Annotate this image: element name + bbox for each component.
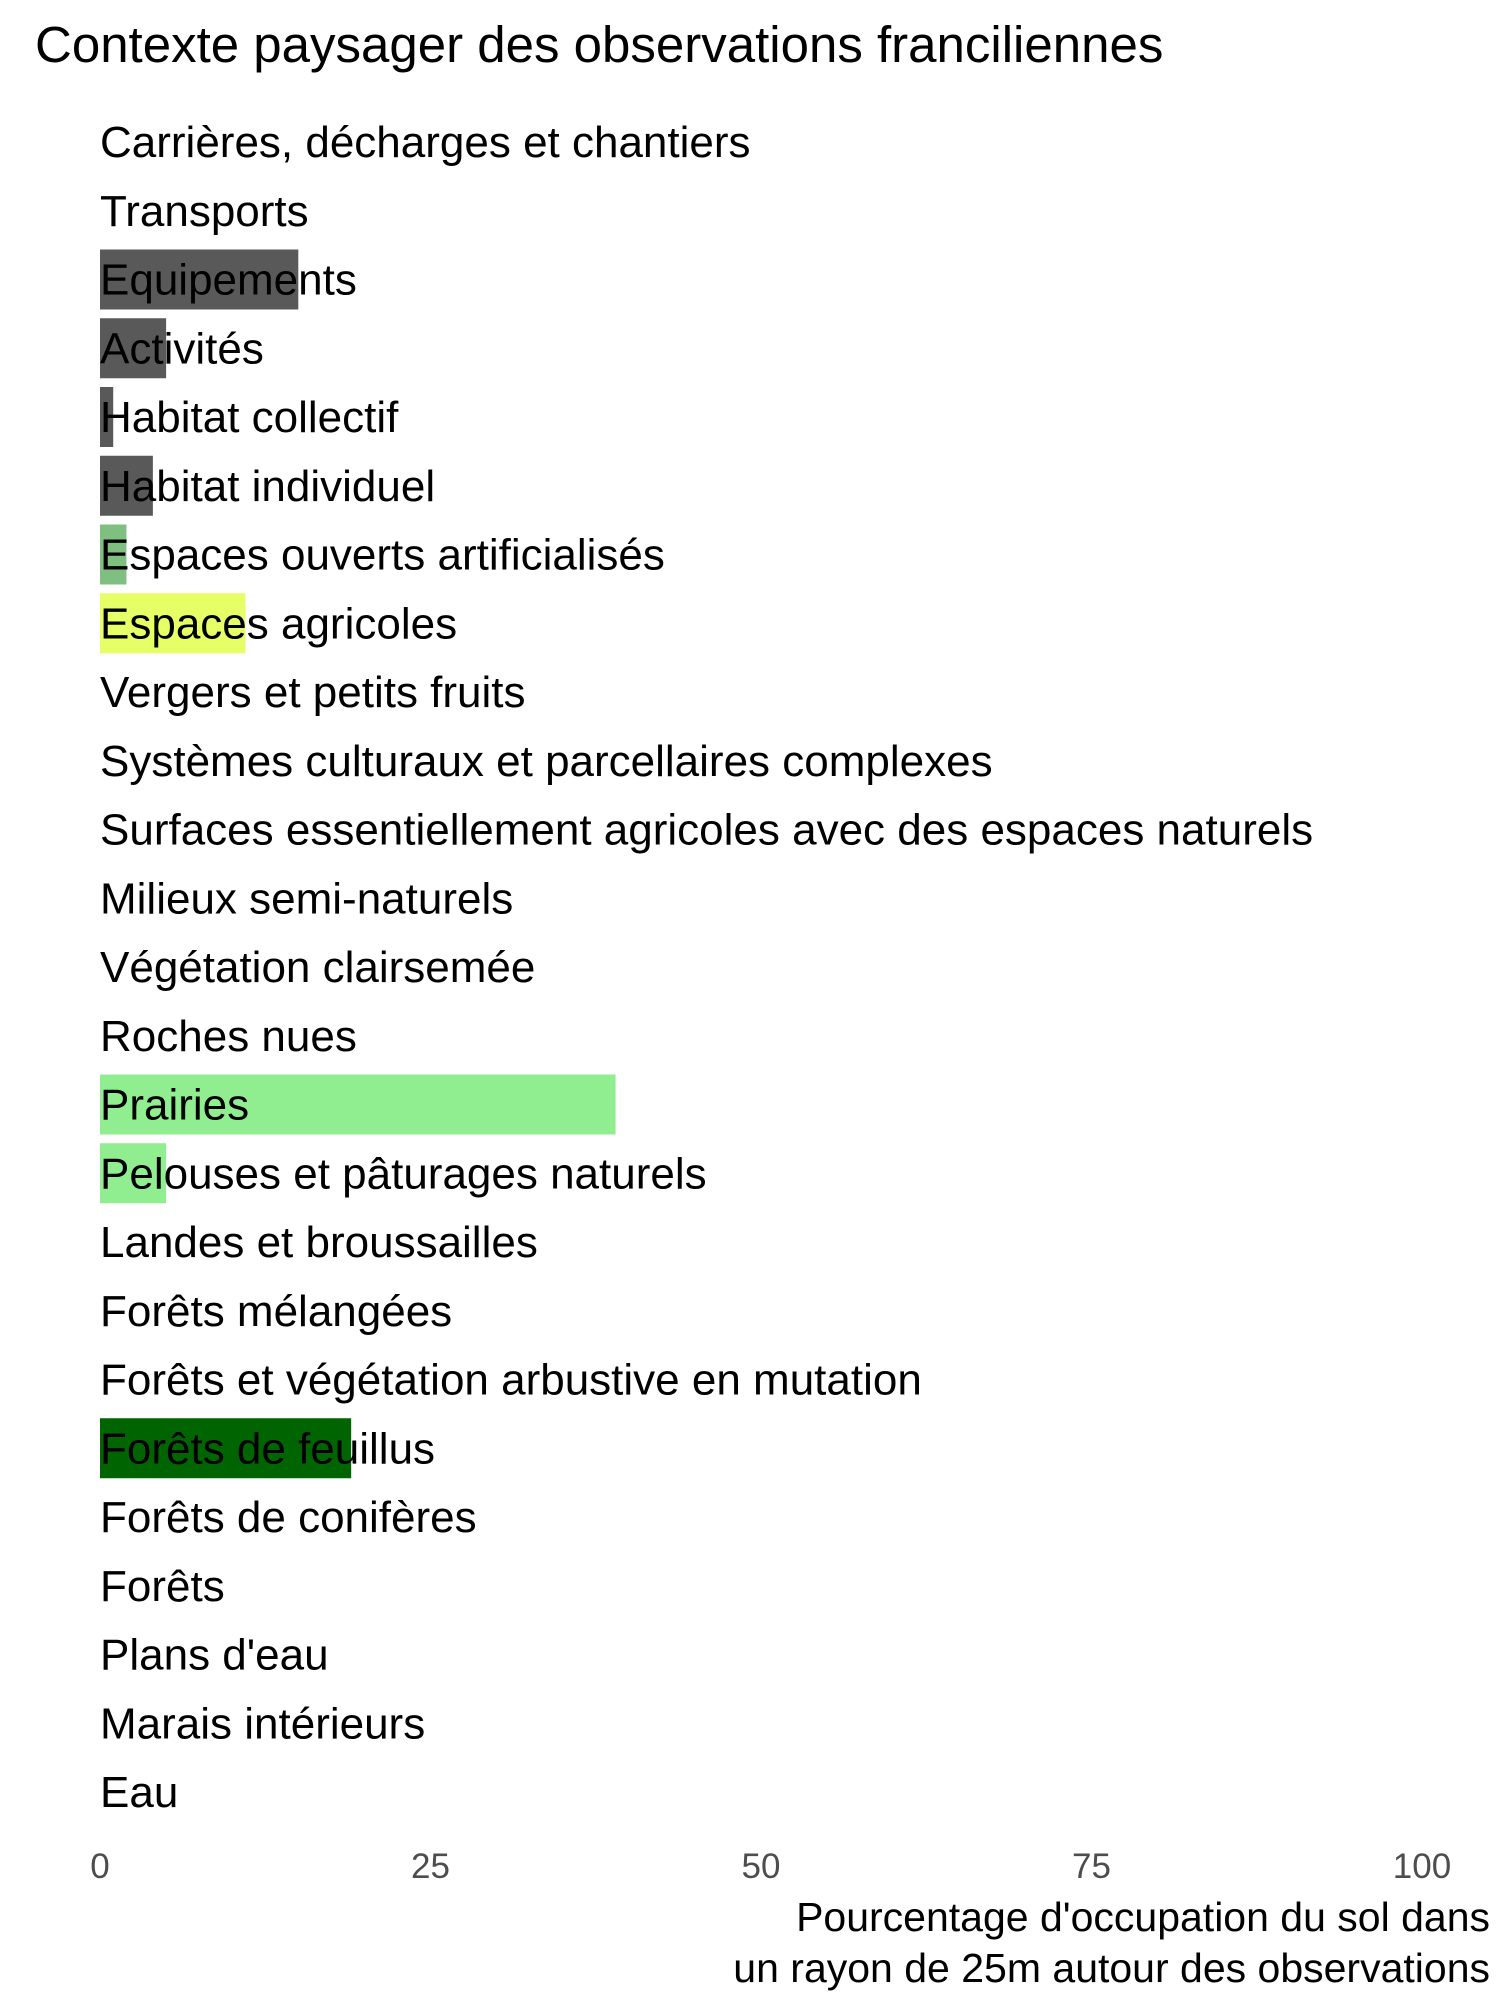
category-label-landes-et-broussailles: Landes et broussailles (100, 1218, 538, 1267)
category-label-eau: Eau (100, 1768, 179, 1817)
category-label-transports: Transports (100, 186, 309, 236)
category-label-plans-d-eau: Plans d'eau (100, 1630, 329, 1680)
category-label-forets-et-vegetation-arbustive-en-mutation: Forêts et végétation arbustive en mutation (100, 1355, 922, 1405)
category-label-activites: Activités (100, 324, 264, 374)
x-tick-label-75: 75 (1072, 1847, 1111, 1886)
category-label-forets: Forêts (100, 1561, 225, 1611)
category-label-espaces-agricoles: Espaces agricoles (100, 599, 458, 649)
category-label-equipements: Equipements (100, 255, 357, 305)
category-label-forets-de-coniferes: Forêts de conifères (100, 1493, 477, 1542)
category-label-systemes-culturaux-et-parcellaires-complexes: Systèmes culturaux et parcellaires complexes (100, 736, 993, 786)
category-labels-group (100, 118, 1313, 1817)
category-label-milieux-semi-naturels: Milieux semi-naturels (100, 874, 514, 924)
category-label-marais-interieurs: Marais intérieurs (100, 1699, 426, 1749)
category-label-forets-melangees: Forêts mélangées (100, 1286, 453, 1336)
x-axis-title-line-1: Pourcentage d'occupation du sol dans (796, 1894, 1490, 1940)
category-label-forets-de-feuillus: Forêts de feuillus (100, 1424, 436, 1474)
category-label-surfaces-essentiellement-agricoles-avec-des-espaces-naturels: Surfaces essentiellement agricoles avec des espaces naturels (100, 805, 1314, 855)
x-axis-ticks-group (90, 1847, 1451, 1886)
x-axis-title-line-2: un rayon de 25m autour des observations (733, 1945, 1490, 1991)
category-label-prairies: Prairies (100, 1080, 250, 1130)
category-label-espaces-ouverts-artificialises: Espaces ouverts artificialisés (100, 530, 665, 580)
category-label-vergers-et-petits-fruits: Vergers et petits fruits (100, 668, 526, 717)
category-label-habitat-collectif: Habitat collectif (100, 393, 399, 442)
x-tick-label-0: 0 (90, 1847, 110, 1886)
x-tick-label-25: 25 (411, 1847, 450, 1886)
x-tick-label-50: 50 (741, 1847, 781, 1886)
x-tick-label-100: 100 (1392, 1847, 1452, 1886)
category-label-habitat-individuel: Habitat individuel (100, 461, 436, 511)
category-label-vegetation-clairsemee: Végétation clairsemée (100, 943, 536, 992)
chart-title: Contexte paysager des observations franciliennes (35, 16, 1164, 73)
category-label-pelouses-et-paturages-naturels: Pelouses et pâturages naturels (100, 1149, 707, 1199)
category-label-carrieres-decharges-et-chantiers: Carrières, décharges et chantiers (100, 118, 751, 167)
category-label-roches-nues: Roches nues (100, 1011, 357, 1061)
